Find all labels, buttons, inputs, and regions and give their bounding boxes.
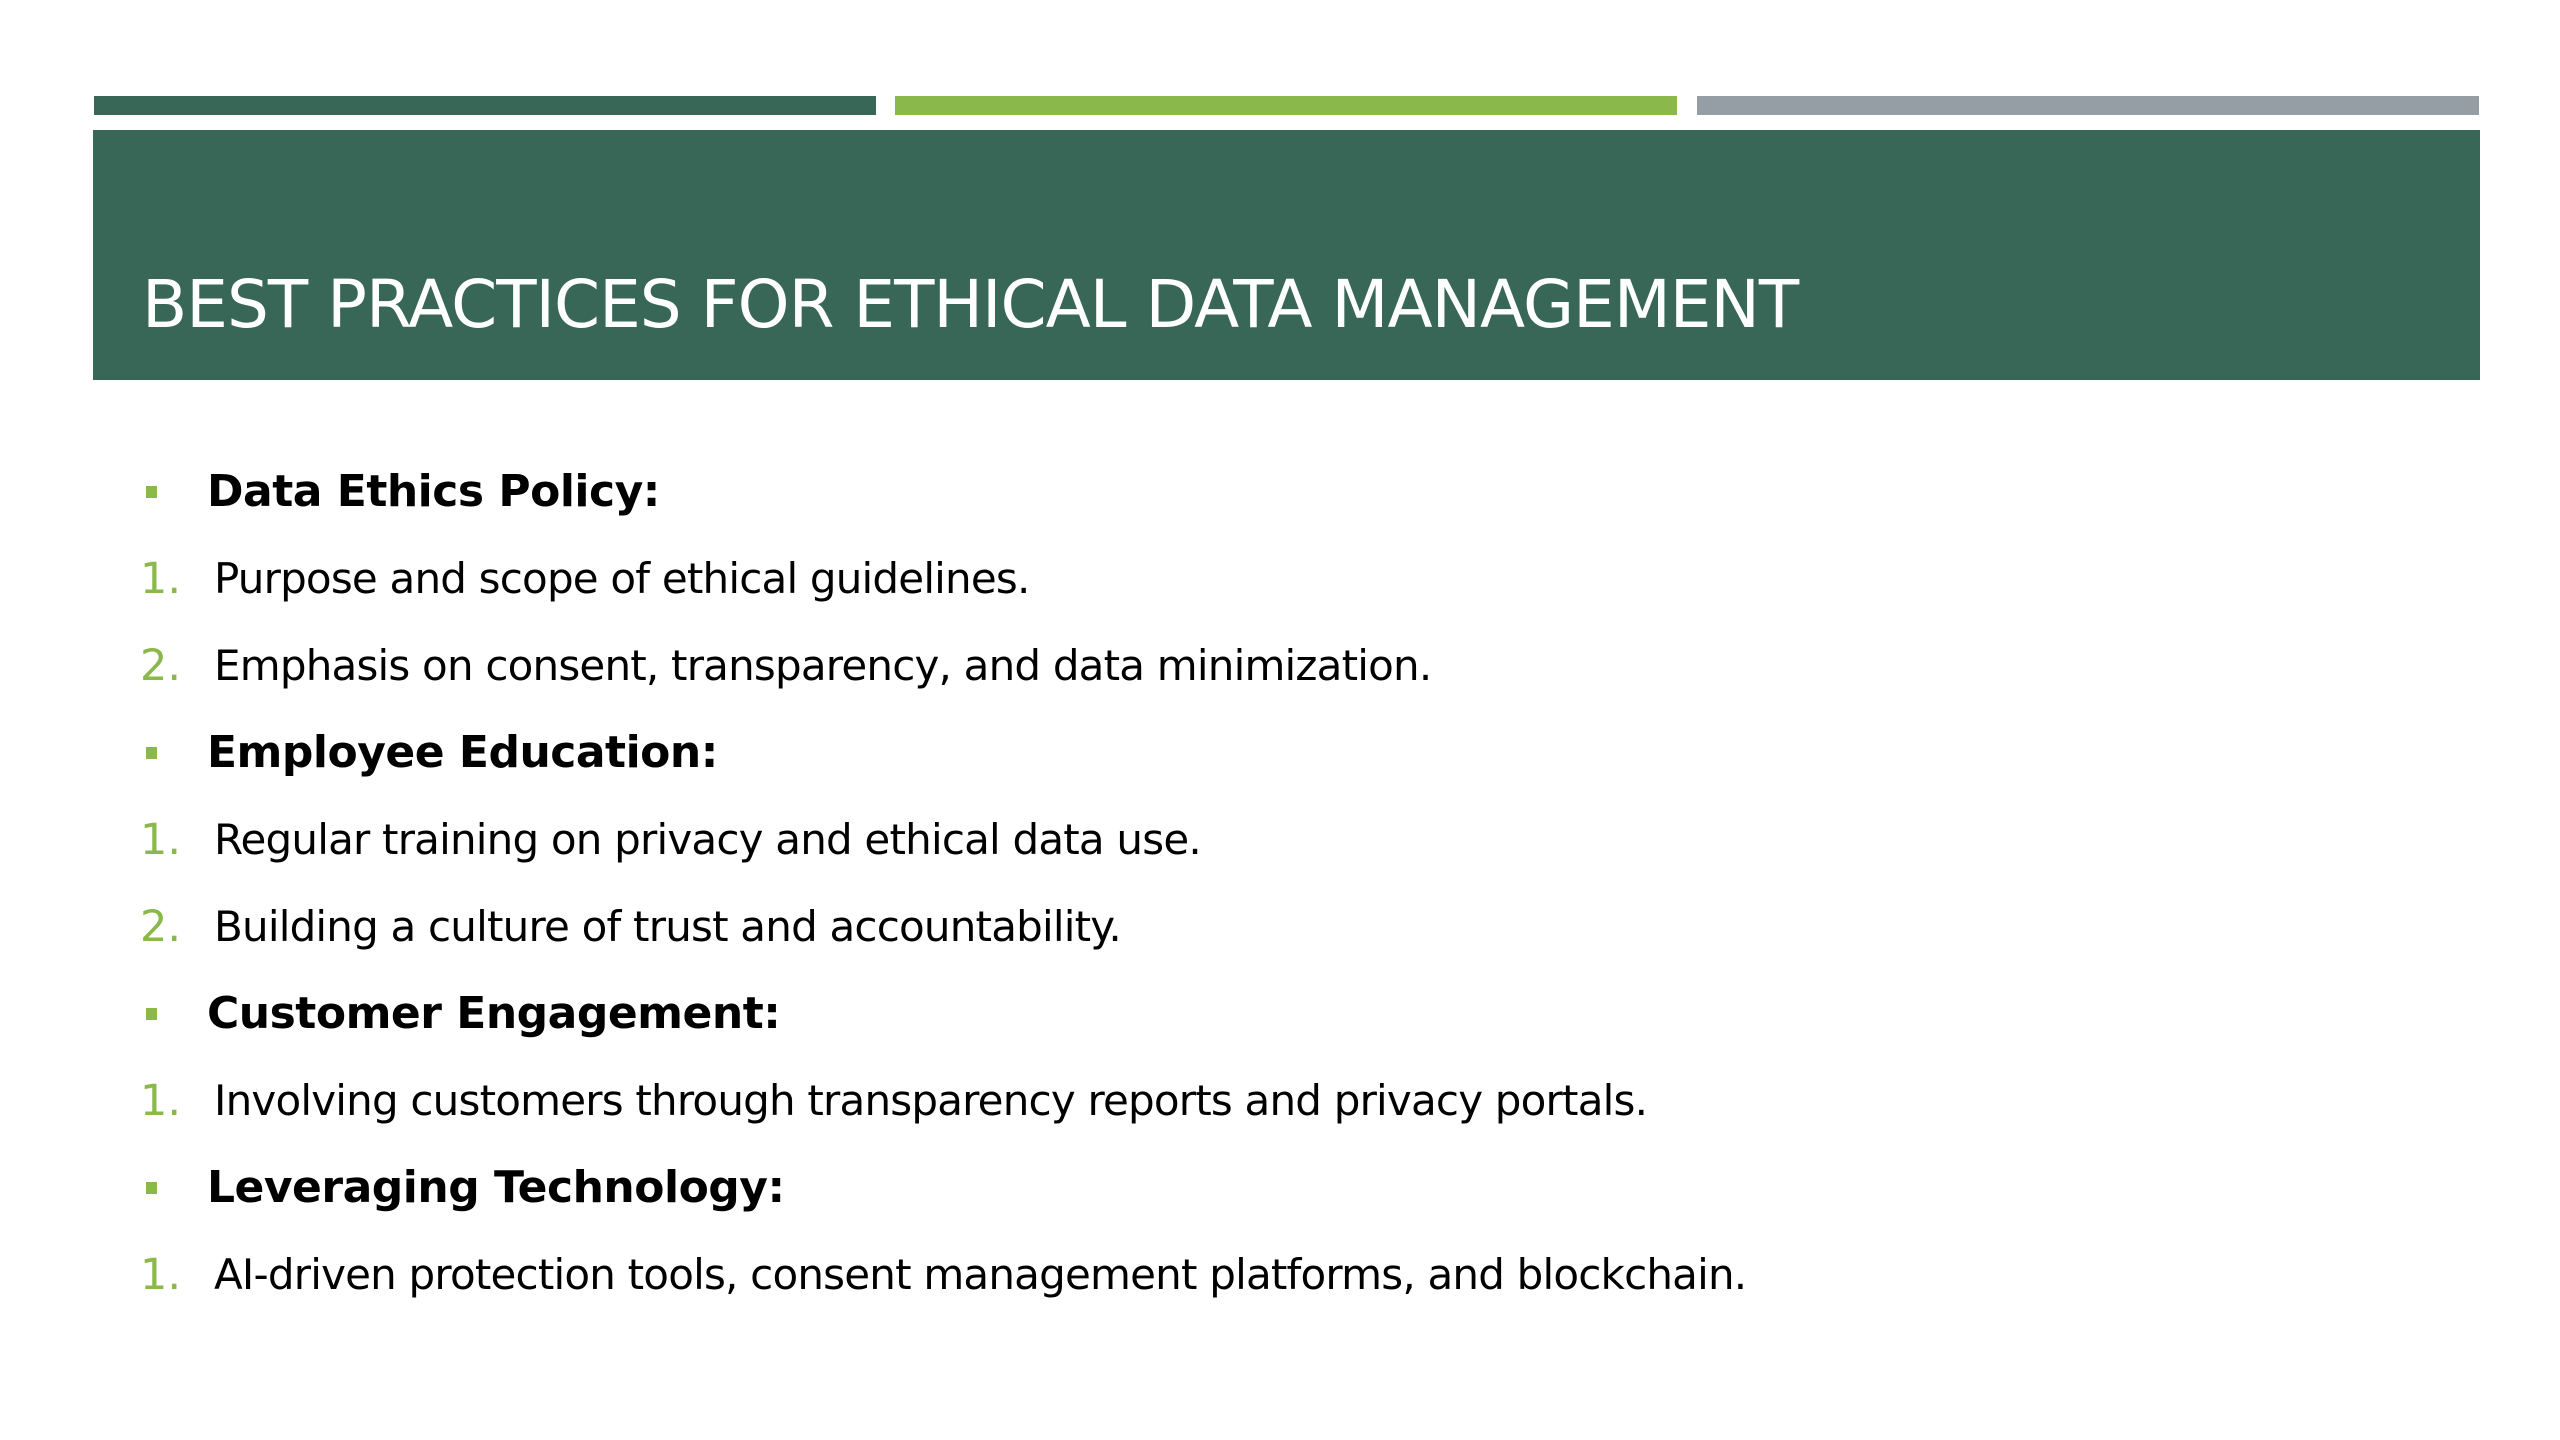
square-bullet-icon bbox=[146, 1008, 157, 1020]
section-heading-text: Leveraging Technology: bbox=[207, 1162, 785, 1213]
list-number: 2. bbox=[140, 641, 182, 691]
list-item bbox=[140, 622, 2390, 709]
list-item-text: Building a culture of trust and accountability. bbox=[214, 902, 1121, 951]
list-number: 1. bbox=[140, 1076, 182, 1126]
accent-bar-gray bbox=[1697, 96, 2479, 115]
list-item-text: Involving customers through transparency reports and privacy portals. bbox=[214, 1076, 1648, 1125]
section-heading-text: Data Ethics Policy: bbox=[207, 466, 660, 517]
section-heading bbox=[140, 1144, 2390, 1231]
slide-title: BEST PRACTICES FOR ETHICAL DATA MANAGEMENT bbox=[142, 266, 1799, 343]
list-number: 2. bbox=[140, 902, 182, 952]
list-number: 1. bbox=[140, 815, 182, 865]
list-number: 1. bbox=[140, 554, 182, 604]
accent-bar-light-green bbox=[895, 96, 1677, 115]
section-heading bbox=[140, 970, 2390, 1057]
list-item-text: Regular training on privacy and ethical data use. bbox=[214, 815, 1201, 864]
list-item bbox=[140, 1057, 2390, 1144]
list-number: 1. bbox=[140, 1250, 182, 1300]
section-heading bbox=[140, 448, 2390, 535]
list-item bbox=[140, 883, 2390, 970]
square-bullet-icon bbox=[146, 1182, 157, 1194]
section-heading-text: Employee Education: bbox=[207, 727, 718, 778]
content-list bbox=[140, 448, 2390, 1318]
list-item bbox=[140, 1231, 2390, 1318]
list-item-text: Emphasis on consent, transparency, and data minimization. bbox=[214, 641, 1432, 690]
list-item bbox=[140, 796, 2390, 883]
list-item bbox=[140, 535, 2390, 622]
square-bullet-icon bbox=[146, 747, 157, 759]
square-bullet-icon bbox=[146, 486, 157, 498]
accent-bar-dark-green bbox=[94, 96, 876, 115]
list-item-text: Purpose and scope of ethical guidelines. bbox=[214, 554, 1030, 603]
section-heading bbox=[140, 709, 2390, 796]
title-band bbox=[93, 130, 2480, 380]
list-item-text: AI-driven protection tools, consent management platforms, and blockchain. bbox=[214, 1250, 1747, 1299]
section-heading-text: Customer Engagement: bbox=[207, 988, 781, 1039]
